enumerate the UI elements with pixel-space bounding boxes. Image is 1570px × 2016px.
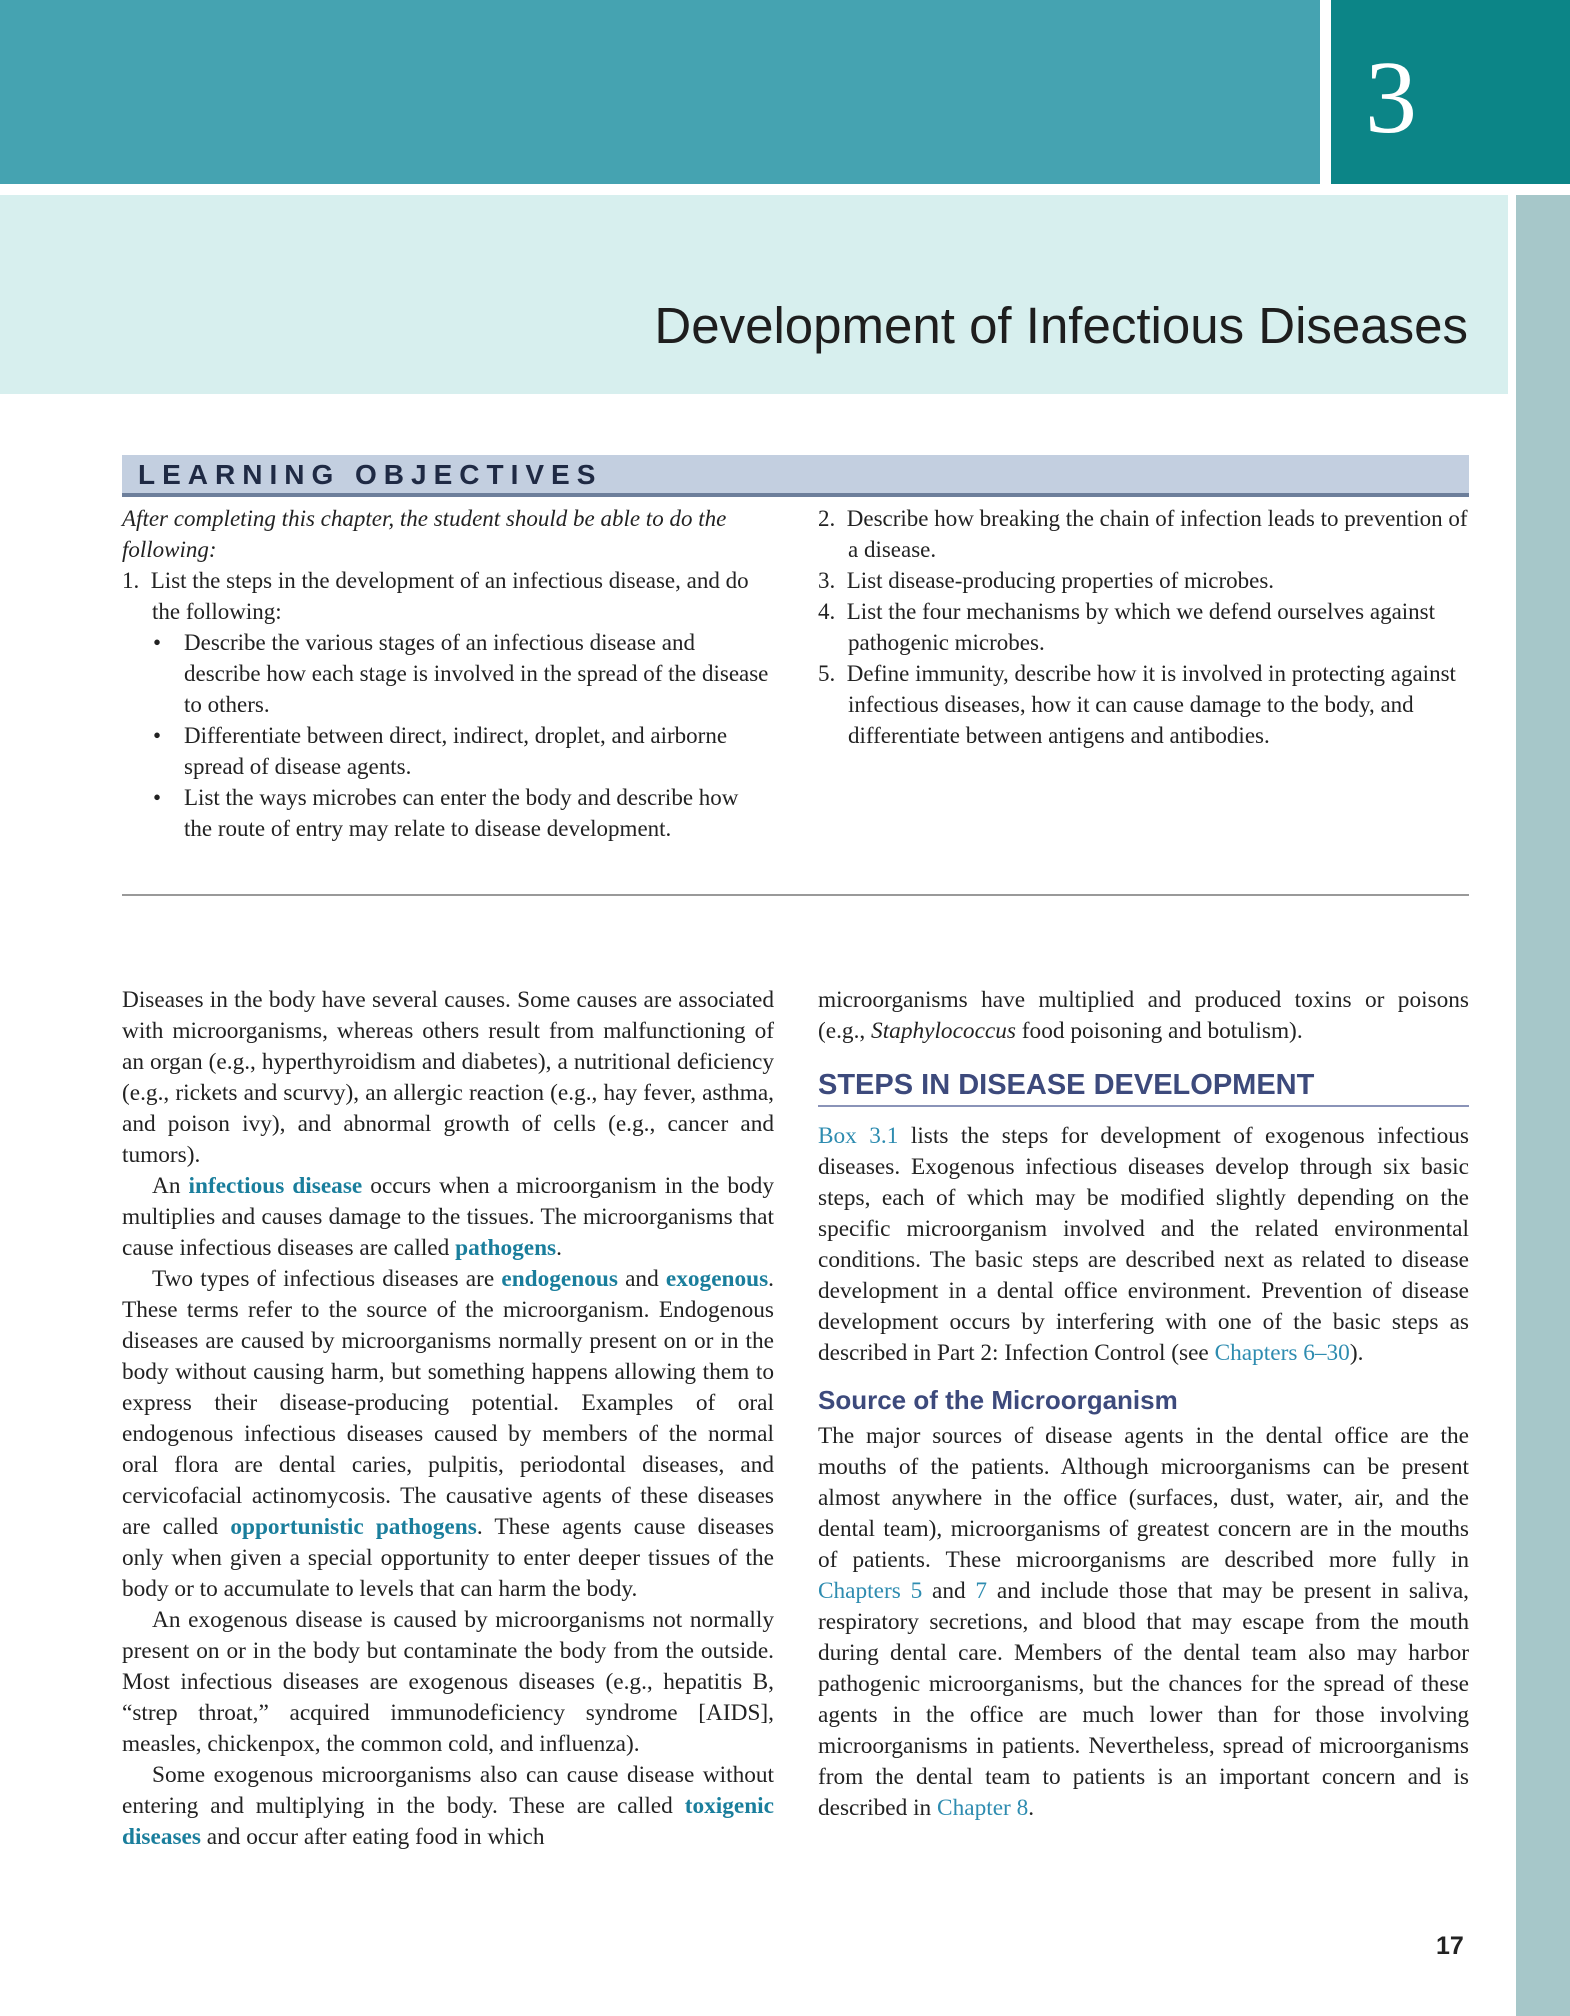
side-strip <box>1516 195 1570 2016</box>
objective-item-3: 3. List disease-producing properties of microbes. <box>818 568 1275 593</box>
paragraph: Box 3.1 lists the steps for development of exogenous infectious diseases. Exogenous infectious diseases develop through six basic steps, each of which may be modified slightly depending on the specific microorganism involved and the related environmental conditions. The basic steps are described next as related to disease development in a dental office environment. Prevention of disease development occurs by interfering with one of the basic steps as described in Part 2: Infection Control (see Chapters 6–30). <box>818 1123 1469 1366</box>
body-left-column <box>122 985 774 1853</box>
objective-item-5: 5. Define immunity, describe how it is involved in protecting against infectious diseases, how it can cause damage to the body, and differentiate between antigens and antibodies. <box>818 661 1456 748</box>
paragraph: The major sources of disease agents in the dental office are the mouths of the patients. Although microorganisms can be present almost anywhere in the office (surfaces, dust, water, air, and the dental team), microorganisms of greatest concern are in the mouths of patients. These microorganisms are described more fully in Chapters 5 and 7 and include those that may be present in saliva, respiratory secretions, and blood that may escape from the mouth during dental care. Members of the dental team also may harbor pathogenic microorganisms, but the chances for the spread of these agents in the office are much lower than for those involving microorganisms in patients. Nevertheless, spread of microorganisms from the dental team to patients is an important concern and is described in Chapter 8. <box>818 1423 1469 1821</box>
header-band <box>0 0 1320 184</box>
key-term: infectious disease <box>188 1173 363 1199</box>
chapters-link[interactable]: Chapters 6–30 <box>1214 1340 1350 1366</box>
key-term: pathogens <box>455 1235 557 1261</box>
box-link[interactable]: Box 3.1 <box>818 1123 899 1149</box>
chapter-link[interactable]: 7 <box>975 1578 988 1604</box>
learning-objectives-heading: LEARNING OBJECTIVES <box>138 459 603 490</box>
objective-bullet: • Describe the various stages of an infectious disease and describe how each stage is involved in the spread of the disease to others. <box>122 627 772 720</box>
objectives-intro: After completing this chapter, the student should be able to do the following: <box>122 506 727 562</box>
objective-bullet: • Differentiate between direct, indirect, droplet, and airborne spread of disease agents. <box>122 720 772 782</box>
title-band <box>0 195 1508 394</box>
paragraph: Diseases in the body have several causes. Some causes are associated with microorganisms, whereas others result from malfunctioning of an organ (e.g., hyperthyroidism and diabetes), a nutritional deficiency (e.g., rickets and scurvy), an allergic reaction (e.g., hay fever, asthma, and poison ivy), and abnormal growth of cells (e.g., cancer and tumors). <box>122 987 774 1168</box>
chapter-link[interactable]: Chapters 5 <box>818 1578 923 1604</box>
subsection-heading: Source of the Microorganism <box>818 1385 1178 1415</box>
paragraph: Some exogenous microorganisms also can cause disease without entering and multiplying in the body. These are called toxigenic diseases and occur after eating food in which <box>122 1762 774 1850</box>
bullet-icon: • <box>153 630 162 655</box>
key-term: exogenous <box>665 1266 769 1292</box>
page-number: 17 <box>1436 1932 1464 1960</box>
chapter-title: Development of Infectious Diseases <box>654 297 1468 354</box>
objective-item-1: 1. List the steps in the development of an infectious disease, and do the following: <box>122 568 749 624</box>
section-heading: STEPS IN DISEASE DEVELOPMENT <box>818 1067 1469 1107</box>
objective-item-2: 2. Describe how breaking the chain of infection leads to prevention of a disease. <box>818 506 1468 562</box>
objective-bullet: • List the ways microbes can enter the body and describe how the route of entry may relate to disease development. <box>122 782 772 844</box>
objective-item-4: 4. List the four mechanisms by which we defend ourselves against pathogenic microbes. <box>818 599 1436 655</box>
paragraph: An exogenous disease is caused by microorganisms not normally present on or in the body but contaminate the body from the outside. Most infectious diseases are exogenous diseases (e.g., hepatitis B, “strep throat,” acquired immunodeficiency syndrome [AIDS], measles, chickenpox, the common cold, and influenza). <box>122 1607 774 1757</box>
objectives-right-column <box>818 503 1469 751</box>
paragraph: An infectious disease occurs when a microorganism in the body multiplies and causes damage to the tissues. The microorganisms that cause infectious diseases are called pathogens. <box>122 1173 774 1261</box>
key-term: opportunistic pathogens <box>230 1514 477 1540</box>
bullet-icon: • <box>153 785 162 810</box>
key-term: toxigenic diseases <box>122 1793 774 1850</box>
key-term: endogenous <box>501 1266 618 1292</box>
paragraph: Two types of infectious diseases are endogenous and exogenous. These terms refer to the source of the microorganism. Endogenous diseases are caused by microorganisms normally present on or in the body without causing harm, but something happens allowing them to express their disease-producing potential. Examples of oral endogenous infectious diseases caused by members of the normal oral flora are dental caries, pulpitis, periodontal diseases, and cervicofacial actinomycosis. The causative agents of these diseases are called opportunistic pathogens. These agents cause diseases only when given a special opportunity to enter deeper tissues of the body or to accumulate to levels that can harm the body. <box>122 1266 775 1602</box>
chapter-link[interactable]: Chapter 8 <box>937 1795 1029 1821</box>
bullet-icon: • <box>153 723 162 748</box>
paragraph: microorganisms have multiplied and produced toxins or poisons (e.g., Staphylococcus food poisoning and botulism). <box>818 987 1469 1044</box>
objectives-divider <box>122 894 1469 896</box>
body-right-column <box>818 985 1469 1824</box>
objectives-left-column <box>122 503 772 844</box>
chapter-number: 3 <box>1365 40 1417 155</box>
